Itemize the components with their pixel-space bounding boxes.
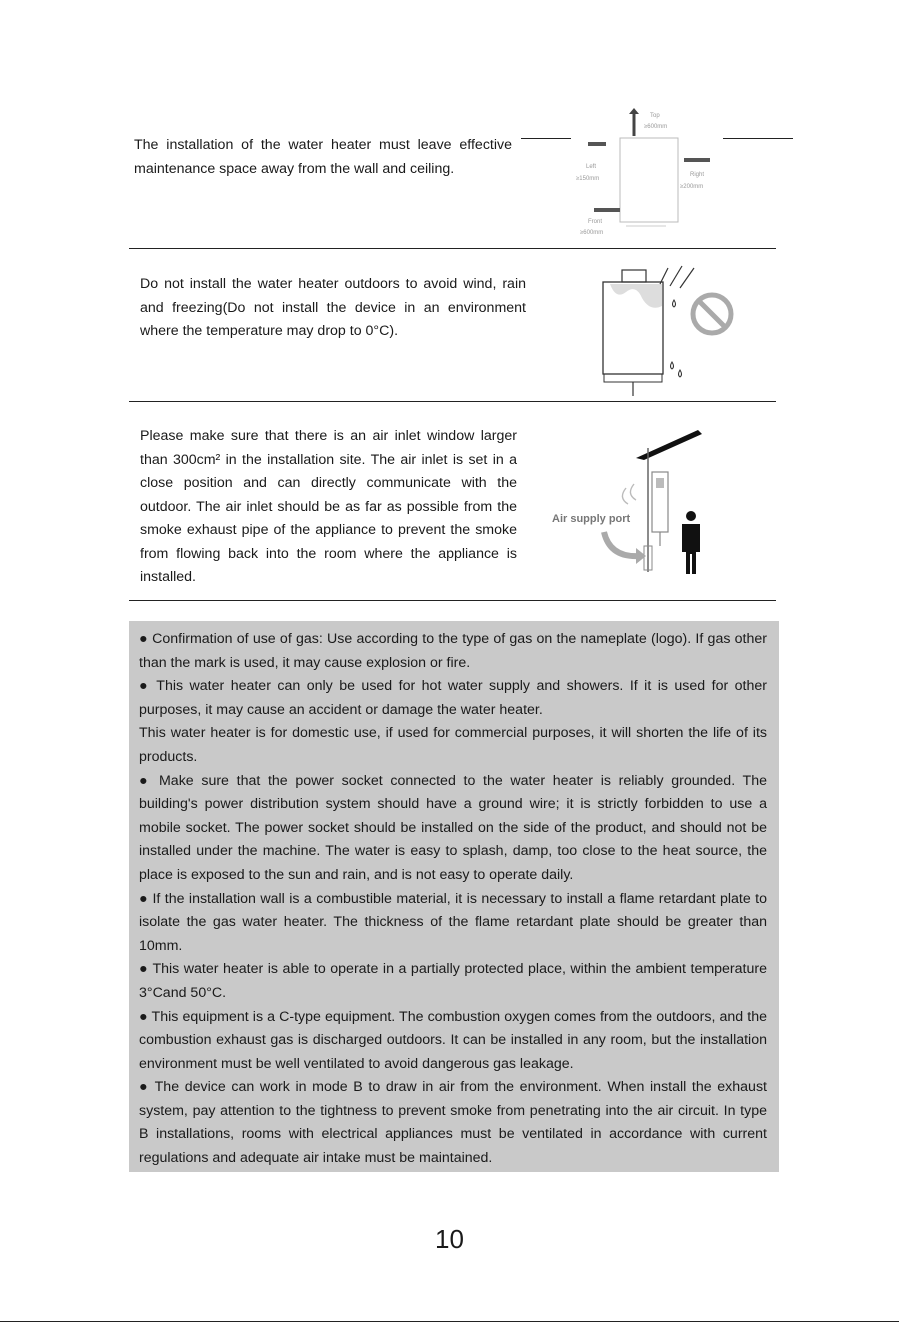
section-1-text: The installation of the water heater must leave effective maintenance space away from the wall and ceiling. [134,137,512,177]
air-supply-label: Air supply port [552,513,631,525]
section-2-text: Do not install the water heater outdoors to avoid wind, rain and freezing(Do not install the device in an environment where the temperature may drop to 0°C). [140,276,526,339]
note-domestic: This water heater is for domestic use, if used for commercial purposes, it will shorten the life of its products. [139,725,767,765]
label-right: Right [690,172,705,178]
label-front: Front [588,219,603,225]
label-left: Left [586,164,597,170]
label-right-dist: ≥200mm [680,184,704,190]
label-top: Top [650,113,660,119]
note-gas: ● Confirmation of use of gas: Use according to the type of gas on the nameplate (logo). If gas other than the mark is used, it may cause explosion or fire. [139,631,767,671]
short-rule-right [723,138,793,139]
note-flame-retardant: ● If the installation wall is a combustible material, it is necessary to install a flame retardant plate to isolate the gas water heater. The thickness of the flame retardant plate should be greater than 10mm. [139,890,767,954]
air-supply-diagram [548,428,718,578]
notes-box [129,621,779,1172]
section-divider-1 [129,248,776,249]
section-divider-2 [129,401,776,402]
note-power-socket: ● Make sure that the power socket connected to the water heater is reliably grounded. The building's power distribution system should have a ground wire; it is strictly forbidden to use a mobile socket. The power socket should be installed on the side of the product, and should not be installed under the machine. The water is easy to splash, damp, too close to the heat source, the place is exposed to the sun and rain, and is not easy to operate daily. [139,772,767,883]
note-c-type: ● This equipment is a C-type equipment. The combustion oxygen comes from the outdoors, and the combustion exhaust gas is discharged outdoors. It can be installed in any room, but the installation environment must be well ventilated to avoid dangerous gas leakage. [139,1008,767,1072]
note-mode-b: ● The device can work in mode B to draw in air from the environment. When install the exhaust system, pay attention to the tightness to prevent smoke from penetrating into the air circuit. In type B installations, rooms with electrical appliances must be ventilated in accordance with current regulations and adequate air intake must be maintained. [139,1079,767,1167]
section-3-text: Please make sure that there is an air inlet window larger than 300cm² in the installation site. The air inlet is set in a close position and can directly communicate with the outdoor. The air inlet should be as far as possible from the smoke exhaust pipe of the appliance to prevent the smoke from flowing back into the room where the appliance is installed. [140,428,517,585]
label-front-dist: ≥600mm [580,230,604,236]
page-bottom-rule [0,1321,899,1322]
note-temperature: ● This water heater is able to operate in a partially protected place, within the ambient temperature 3°Cand 50°C. [139,961,767,1001]
note-usage: ● This water heater can only be used for hot water supply and showers. If it is used for other purposes, it may cause an accident or damage the water heater. [139,678,767,718]
clearance-diagram [568,104,728,242]
label-left-dist: ≥150mm [576,176,600,182]
notes-text [139,628,767,1171]
section-divider-3 [129,600,776,601]
short-rule-left [521,138,571,139]
outdoor-prohibition-diagram [596,262,740,396]
page-number: 10 [435,1224,464,1254]
label-top-dist: ≥600mm [644,124,668,130]
